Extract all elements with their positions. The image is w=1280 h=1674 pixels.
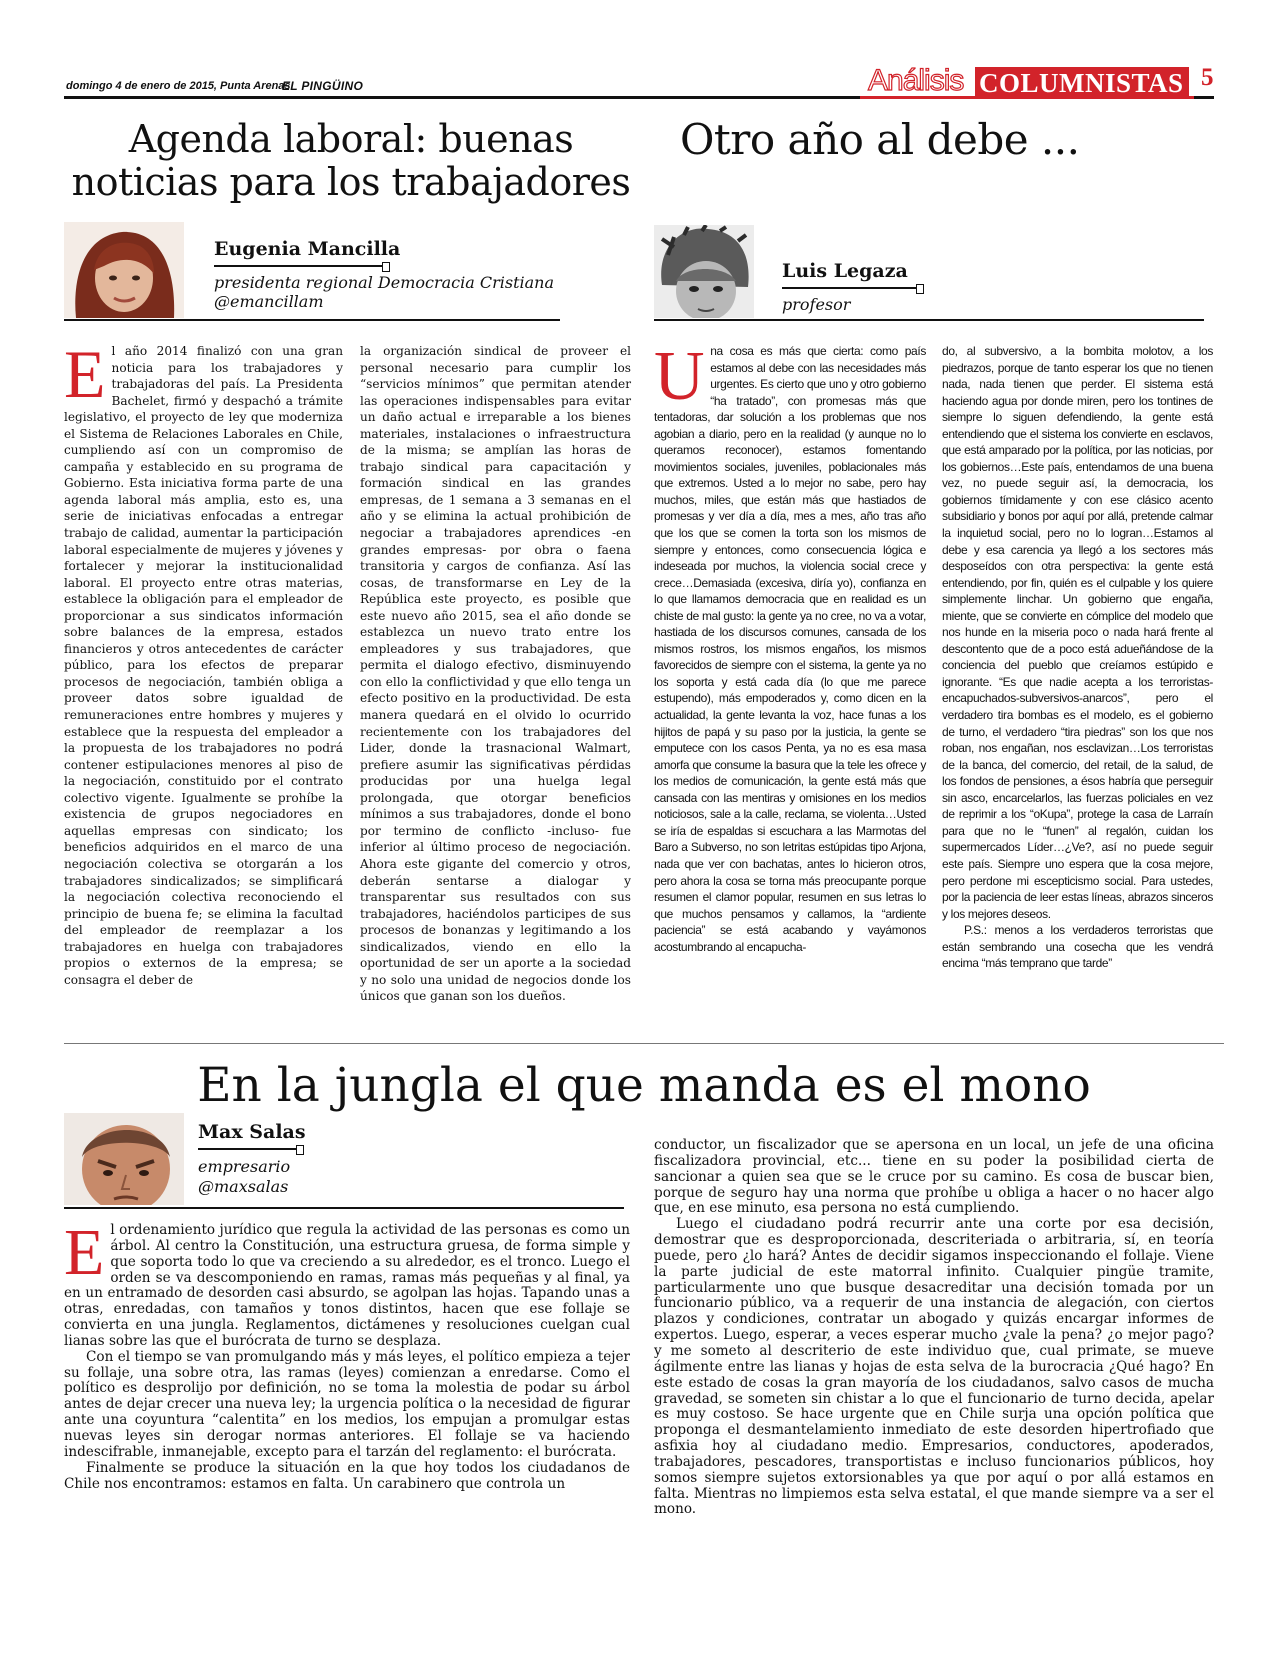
article2-role: profesor <box>782 295 851 314</box>
page-date: domingo 4 de enero de 2015, Punta Arenas <box>66 80 291 92</box>
newspaper-name: EL PINGÜINO <box>282 79 364 93</box>
article2-column-2 <box>942 343 1213 972</box>
article3-column-1 <box>64 1216 630 1492</box>
author-underline <box>214 265 384 267</box>
drop-cap: E <box>64 336 106 412</box>
article1-column-2: la organización sindical de proveer el personal necesario para cumplir los “servicios mínimos” que permitan atender las operaciones indispensables para evitar un daño actual e irreparable a los bienes materiales, instalaciones o infraestructura de la misma; se amplían las horas de trabajo sindical para capacitación y formación sindical en las grandes empresas, de 1 semana a 3 semanas en el año y se elimina la actual prohibición de negociar a trabajadores aprendices -en grandes empresas- por obra o faena transitoria y cargos de confianza. Así las cosas, de transformarse en Ley de la República este proyecto, es posible que este nuevo año 2015, sea el año donde se establezca un nuevo trato entre los empleadores y sus trabajadores, que permita el dialogo efectivo, disminuyendo con ello la conflictividad y que ello tenga un efecto positivo en la productividad. De esta manera quedará en el olvido lo ocurrido recientemente con los trabajadores del Lider, donde la trasnacional Walmart, prefiere asumir las significativas pérdidas producidas por una huelga legal prolongada, que otorgar beneficios mínimos a sus trabajadores, donde el bono por termino de conflicto -incluso- fue inferior al último proceso de negociación. Ahora este gigante del comercio y otros, deberán sentarse a dialogar y transparentar sus resultados con sus trabajadores, haciéndolos participes de sus procesos de bonanzas y legitimando a los sindicalizados, viendo en ello la oportunidad de ser un aporte a la sociedad y no solo una unidad de negocios donde los únicos que ganan son los dueños. <box>360 344 631 1004</box>
author-underline <box>198 1148 298 1150</box>
article-separator <box>64 1043 1224 1044</box>
article3-text-5: Luego el ciudadano podrá recurrir ante una corte por esa decisión, demostrar que es desproporcionada, descriteriada o arbitraria, sí, en teoría puede, pero ¿lo hará? Antes de decidir sigamos inspeccionando el follaje. Viene la parte judicial de este matorral infinito. Cualquier pingüe tramite, particularmente uno que busque desacreditar una decisión tomada por un funcionario público, va a requerir de una instancia de alegación, con ciertos plazos y condiciones, contratar un abogado y quizás encargar informes de expertos. Luego, esperar, a veces esperar mucho ¿vale la pena? ¿o mejor pago? y me someto al descriterio de este individuo que, cual primate, se mueve ágilmente entre las lianas y hojas de esta selva de la burocracia ¿Qué hago? En este estado de cosas la gran mayoría de los ciudadanos, salvo casos de mucha gravedad, se someten sin chistar a lo que el funcionario de turno decida, apelar es muy costoso. Se hace urgente que en Chile surja una opción política que proponga el desmantelamiento inmediato de este desorden hipertrofiado que asfixia hoy al ciudadano medio. Empresarios, conductores, apoderados, trabajadores, pescadores, transportistas e incluso funcionarios públicos, hoy somos siempre sujetos extorsionables ya que por aquí o por allá estamos en falta. Mientras no limpiemos esta selva estatal, el que mande siempre va a ser el mono. <box>654 1216 1214 1518</box>
article1-title: Agenda laboral: buenas noticias para los trabajadores <box>71 117 631 204</box>
article3-column-2 <box>654 1138 1214 1518</box>
drop-cap: E <box>64 1216 105 1289</box>
page-number: 5 <box>1201 64 1214 91</box>
article1-handle: @emancillam <box>214 292 324 311</box>
article2-title: Otro año al debe ... <box>680 115 1080 164</box>
section-label-analisis: Análisis <box>868 64 964 97</box>
article3-title: En la jungla el que manda es el mono <box>197 1058 1091 1113</box>
drop-cap: U <box>654 338 705 415</box>
section-label-columnistas: COLUMNISTAS <box>979 68 1184 98</box>
author-photo-legaza <box>654 225 754 318</box>
article3-text-2: Con el tiempo se van promulgando más y más leyes, el político empieza a tejer su follaje, una sobre otra, las ramas (leyes) comienzan a enredarse. Como el político es desprolijo por definición, no se toma la molestia de podar su árbol antes de dejar crecer una nueva ley; la urgencia política o la necesidad de figurar ante una coyuntura “calentita” en los medios, los empujan a promulgar estas nuevas leyes sin derogar normas anteriores. El follaje se va haciendo indescifrable, inmanejable, excepto para el tarzán del reglamento: el burócrata. <box>64 1348 630 1460</box>
byline-rule <box>64 1207 624 1209</box>
author-portrait-icon <box>64 1113 184 1205</box>
author-portrait-icon <box>654 225 754 318</box>
author-portrait-icon <box>64 222 184 318</box>
byline-rule <box>64 319 560 321</box>
article3-text-1: l ordenamiento jurídico que regula la actividad de las personas es como un árbol. Al centro la Constitución, una estructura gruesa, de forma simple y que soporta todo lo que va creciendo a su alrededor, es el tronco. Luego el orden se va descomponiendo en ramas, ramas más pequeñas y al final, ya en un entramado de desorden casi absurdo, se agolpan las hojas. Tapando unas a otras, enredadas, con tamaños y tonos distintos, hacen que ese follaje se convierta en una jungla. Reglamentos, dictámenes y resoluciones cuelgan cual lianas sobre las que el burócrata de turno se desplaza. <box>64 1222 630 1349</box>
author-underline <box>782 287 918 289</box>
article3-author: Max Salas <box>198 1121 306 1143</box>
author-photo-salas <box>64 1113 184 1205</box>
byline-rule <box>654 319 1204 321</box>
article2-author: Luis Legaza <box>782 260 908 282</box>
article1-text-1: l año 2014 finalizó con una gran noticia para los trabajadores y trabajadoras del país. La Presidenta Bachelet, firmó y despachó a trámite legislativo, el proyecto de ley que moderniza el Sistema de Relaciones Laborales en Chile, cumpliendo así con un compromiso de campaña y establecido en su programa de Gobierno. Esta iniciativa forma parte de una agenda laboral más amplia, esto es, una serie de iniciativas enfocadas a entregar trabajo de calidad, aumentar la participación laboral especialmente de mujeres y jóvenes y fortalecer y mejorar la institucionalidad laboral. El proyecto entre otras materias, establece la obligación para el empleador de proporcionar a sus sindicatos información sobre balances de la empresa, estados financieros y otros antecedentes de carácter público, para los efectos de preparar procesos de negociación, también obliga a proveer datos sobre igualdad de remuneraciones entre hombres y mujeres y establece que la respuesta del empleador a la propuesta de los trabajadores no podrá contener estipulaciones menores al piso de la negociación, constituido por el contrato colectivo vigente. Igualmente se prohíbe la existencia de grupos negociadores en aquellas empresas con sindicato; los beneficios adquiridos en el marco de una negociación colectiva se otorgarán a los trabajadores sindicalizados; se simplificará la negociación colectiva reconociendo el principio de buena fe; se elimina la facultad del empleador de reemplazar a los trabajadores en huelga con trabajadores propios o externos de la empresa; se consagra el deber de <box>64 344 343 987</box>
article2-column-1 <box>654 338 926 955</box>
article3-text-3: Finalmente se produce la situación en la que hoy todos los ciudadanos de Chile nos encontramos: estamos en falta. Un carabinero que controla un <box>64 1459 630 1492</box>
article3-text-4: conductor, un fiscalizador que se apersona en un local, un jefe de una oficina fiscalizadora provincial, etc... tiene en su poder la posibilidad cierta de sancionar a quien sea que se le cruce por su camino. Es cosa de buscar bien, porque de seguro hay una norma que prohíbe u obliga a hacer o no hacer algo que, en ese minuto, esa persona no está cumpliendo. <box>654 1137 1214 1217</box>
article1-author: Eugenia Mancilla <box>214 238 401 260</box>
article2-text-2: do, al subversivo, a la bombita molotov, a los piedrazos, porque de tanto esperar los que no tienen nada, nada tienen que perder. El sistema está haciendo agua por donde miren, pero los tontines de siempre lo siguen defendiendo, la gente está entendiendo que el sistema los convierte en esclavos, que está amparado por la política, por las noticias, por los gobiernos…Este país, entendamos de una buena vez, no puede seguir así, la democracia, los gobiernos tímidamente y con ese clásico acento subsidiario y bonos por aquí por allá, pretende calmar la inquietud social, pero no lo logran…Estamos al debe y esa carencia ya llegó a los sectores más desposeídos con otra perspectiva: la gente está entendiendo, por fin, quién es el culpable y los quiere simplemente linchar. Un gobierno que engaña, miente, que se convierte en cómplice del modelo que nos hunde en la miseria poco o nada hará frente al descontento que de a poco está adueñándose de la conciencia del pueblo que creíamos estúpido e ignorante. “Es que nadie acepta a los terroristas-encapuchados-subversivos-anarcos”, pero el verdadero tira bombas es el modelo, es el gobierno de turno, el verdadero “tira piedras” son los que nos roban, nos engañan, nos esclavizan…Los terroristas de la banca, del comercio, del retail, de la salud, de los fondos de pensiones, a ésos habría que perseguir sin asco, encarcelarlos, las fuerzas policiales en vez de reprimir a los “oKupa”, protege la casa de Larraín para que no le “funen” al regalón, cuidan los supermercados Líder…¿Ve?, así no puede seguir este país. Siempre uno espera que la cosa mejore, pero perdone mi escepticismo social. Para ustedes, por la paciencia de leer estas líneas, abrazos sinceros y los mejores deseos. <box>942 344 1213 921</box>
article1-role: presidenta regional Democracia Cristiana <box>214 273 555 292</box>
article1-column-1 <box>64 336 343 988</box>
article3-handle: @maxsalas <box>198 1177 289 1196</box>
author-photo-mancilla <box>64 222 184 318</box>
article2-text-1: na cosa es más que cierta: como país estamos al debe con las necesidades más urgentes. Es cierto que uno y otro gobierno “ha tratado”, con promesas más que tentadoras, dar solución a los problemas que nos agobian a diario, pero en la realidad (y aunque no lo queramos reconocer), estamos fomentando movimientos sociales, juveniles, poblacionales más que extremos. Usted a lo mejor no sabe, pero hay muchos, miles, que están más que hastiados de promesas y ver día a día, mes a mes, año tras año que los que se comen la torta son los mismos de siempre y entonces, como consecuencia lógica e indeseada por muchos, la violencia social crece y crece…Demasiada (excesiva, diría yo), confianza en lo que llamamos democracia que en realidad es un chiste de mal gusto: la gente ya no cree, no va a votar, hastiada de los discursos comunes, cansada de los mismos rostros, los mismos engaños, los mismos favorecidos de siempre con el sistema, la gente ya no los soporta y está cada día (lo que me parece estupendo), más empoderados y, como dicen en la actualidad, la gente levanta la voz, hace funas a los hijitos de papá y su paso por la justicia, la gente se emputece con los casos Penta, ya no es esa masa amorfa que consume la basura que la tele les ofrece y los medios de comunicación, la gente está más que cansada con las mentiras y omisiones en los medios noticiosos, sale a la calle, reclama, se violenta…Usted se iría de espaldas si escuchara a las Marmotas del Baro a Subverso, no son letritas estúpidas tipo Arjona, nada que ver con bachatas, antes lo hicieron otros, pero ahora la cosa se torna más preocupante porque resumen el clamor popular, resumen en sus letras lo que muchos pensamos y callamos, la “ardiente paciencia” se está acabando y vayámonos acostumbrando al encapucha- <box>654 344 926 954</box>
article3-role: empresario <box>198 1157 291 1176</box>
article2-ps: P.S.: menos a los verdaderos terroristas que están sembrando una cosecha que les vendrá encima “más temprano que tarde” <box>942 923 1213 971</box>
